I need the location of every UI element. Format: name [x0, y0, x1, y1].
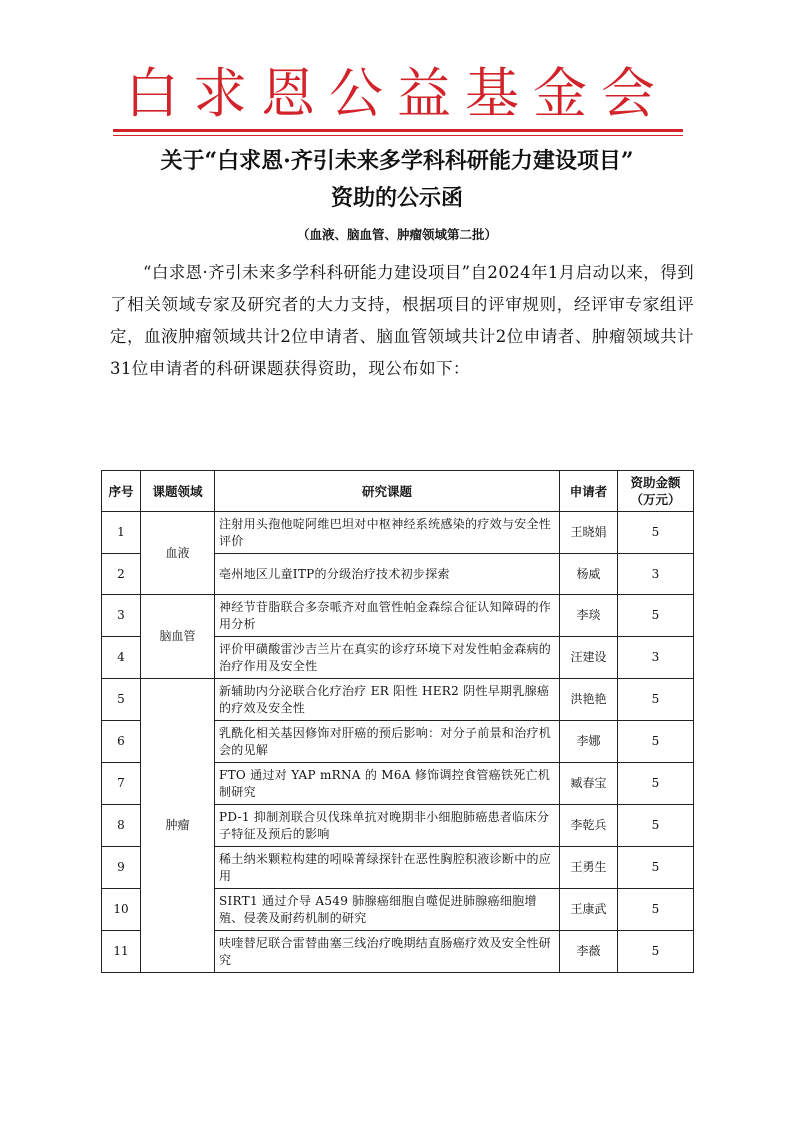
row-index: 10: [102, 889, 141, 931]
row-applicant: 汪建设: [560, 637, 618, 679]
row-applicant: 李乾兵: [560, 805, 618, 847]
row-amount: 5: [618, 889, 694, 931]
row-applicant: 臧春宝: [560, 763, 618, 805]
row-index: 2: [102, 554, 141, 595]
row-amount: 5: [618, 679, 694, 721]
row-index: 7: [102, 763, 141, 805]
row-index: 11: [102, 931, 141, 973]
row-applicant: 杨威: [560, 554, 618, 595]
row-index: 8: [102, 805, 141, 847]
row-applicant: 李琰: [560, 595, 618, 637]
row-topic: PD-1 抑制剂联合贝伐珠单抗对晚期非小细胞肺癌患者临床分子特征及预后的影响: [215, 805, 560, 847]
row-topic: 新辅助内分泌联合化疗治疗 ER 阳性 HER2 阴性早期乳腺癌的疗效及安全性: [215, 679, 560, 721]
document-title-line1: 关于“白求恩·齐引未来多学科科研能力建设项目”: [160, 148, 634, 174]
row-topic: SIRT1 通过介导 A549 肺腺癌细胞自噬促进肺腺癌细胞增殖、侵袭及耐药机制的研究: [215, 889, 560, 931]
row-topic: 乳酰化相关基因修饰对肝癌的预后影响：对分子前景和治疗机会的见解: [215, 721, 560, 763]
row-amount: 5: [618, 595, 694, 637]
header-amount-line2: （万元）: [630, 492, 681, 507]
row-applicant: 李薇: [560, 931, 618, 973]
row-applicant: 王勇生: [560, 847, 618, 889]
table-header-row: [102, 471, 694, 512]
announcement-paragraph: “白求恩·齐引未来多学科科研能力建设项目”自2024年1月启动以来，得到了相关领域专家及研究者的大力支持，根据项目的评审规则，经评审专家组评定，血液肿瘤领域共计2位申请者、脑血管领域共计2位申请者、肿瘤领域共计31位申请者的科研课题获得资助，现公布如下：: [110, 263, 695, 378]
row-amount: 3: [618, 554, 694, 595]
field-cell: 脑血管: [141, 595, 215, 679]
row-index: 1: [102, 512, 141, 554]
table-row: [102, 679, 694, 721]
row-topic: FTO 通过对 YAP mRNA 的 M6A 修饰调控食管癌铁死亡机制研究: [215, 763, 560, 805]
row-amount: 5: [618, 512, 694, 554]
row-topic: 注射用头孢他啶阿维巴坦对中枢神经系统感染的疗效与安全性评价: [215, 512, 560, 554]
row-index: 6: [102, 721, 141, 763]
row-amount: 3: [618, 637, 694, 679]
header-index: 序号: [102, 471, 141, 512]
field-cell: 肿瘤: [141, 679, 215, 973]
header-amount-line1: 资助金额: [630, 475, 681, 490]
row-index: 4: [102, 637, 141, 679]
row-index: 9: [102, 847, 141, 889]
row-amount: 5: [618, 847, 694, 889]
row-applicant: 王晓娟: [560, 512, 618, 554]
field-cell: 血液: [141, 512, 215, 595]
document-title-line2: 资助的公示函: [330, 185, 463, 211]
row-topic: 神经节苷脂联合多奈哌齐对血管性帕金森综合征认知障碍的作用分析: [215, 595, 560, 637]
row-amount: 5: [618, 931, 694, 973]
row-topic: 评价甲磺酸雷沙吉兰片在真实的诊疗环境下对发性帕金森病的治疗作用及安全性: [215, 637, 560, 679]
row-applicant: 王康武: [560, 889, 618, 931]
row-topic: 稀土纳米颗粒构建的吲哚菁绿探针在恶性胸腔积液诊断中的应用: [215, 847, 560, 889]
table-row: [102, 595, 694, 637]
letterhead-rule-thin: [113, 135, 683, 136]
row-amount: 5: [618, 763, 694, 805]
header-topic: 研究课题: [215, 471, 560, 512]
letterhead-org-name: 白求恩公益基金会: [125, 62, 669, 125]
row-amount: 5: [618, 805, 694, 847]
row-topic: 呋喹替尼联合雷替曲塞三线治疗晚期结直肠癌疗效及安全性研究: [215, 931, 560, 973]
grant-table: [101, 470, 694, 973]
document-subtitle: （血液、脑血管、肿瘤领域第二批）: [296, 227, 497, 242]
table-row: [102, 512, 694, 554]
row-applicant: 洪艳艳: [560, 679, 618, 721]
row-amount: 5: [618, 721, 694, 763]
header-amount: [618, 471, 694, 512]
row-topic: 亳州地区儿童ITP的分级治疗技术初步探索: [215, 554, 560, 595]
header-applicant: 申请者: [560, 471, 618, 512]
letterhead-rule-thick: [113, 129, 683, 132]
row-applicant: 李娜: [560, 721, 618, 763]
header-field: 课题领域: [141, 471, 215, 512]
row-index: 5: [102, 679, 141, 721]
row-index: 3: [102, 595, 141, 637]
